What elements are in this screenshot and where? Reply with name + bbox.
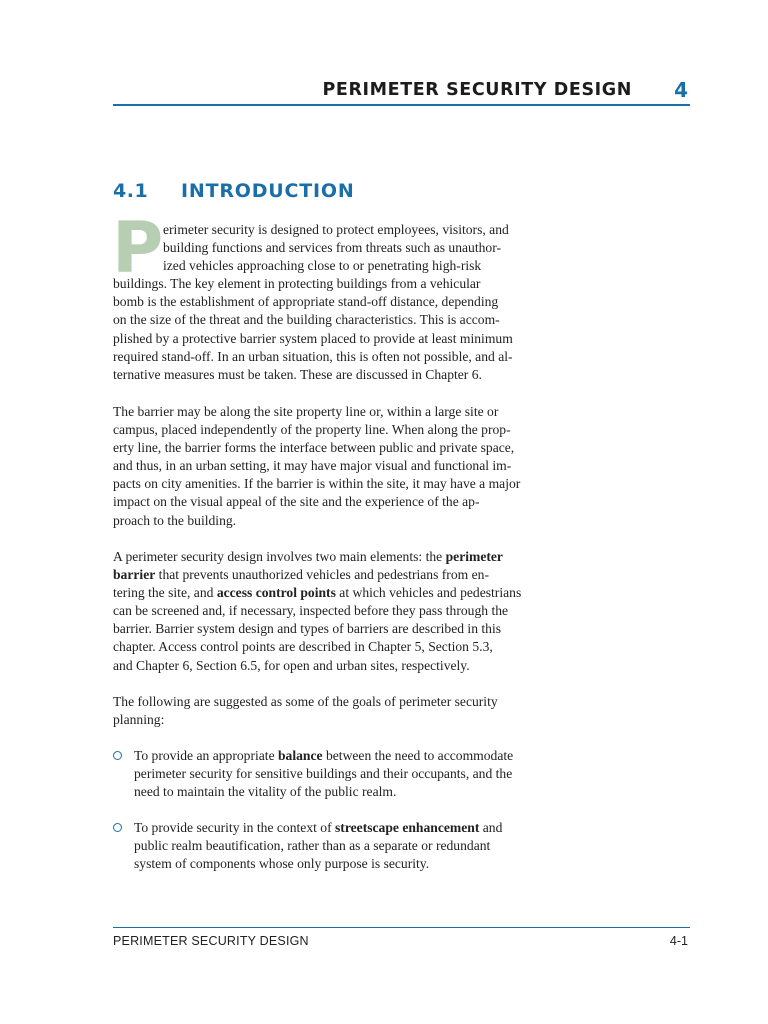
text-line: need to maintain the vitality of the public realm. xyxy=(134,784,397,800)
bullet-item-streetscape xyxy=(134,819,574,873)
bullet-circle-icon xyxy=(113,823,122,832)
text-line xyxy=(134,747,574,765)
text-run: To provide security in the context of xyxy=(134,820,336,835)
bold-term-barrier: barrier xyxy=(113,567,156,583)
paragraph-intro xyxy=(113,221,553,384)
bullet-circle-icon xyxy=(113,751,122,760)
text-line xyxy=(113,566,553,584)
bold-term-streetscape-enhancement: streetscape enhancement xyxy=(335,820,480,835)
text-line: required stand-off. In an urban situation, this is often not possible, and al- xyxy=(113,348,513,364)
bullet-item-balance xyxy=(134,747,574,801)
text-line: and thus, in an urban setting, it may have major visual and functional im- xyxy=(113,458,512,474)
text-run: A perimeter security design involves two main elements: the xyxy=(113,549,446,564)
text-line: buildings. The key element in protecting buildings from a vehicular xyxy=(113,276,481,292)
text-line: perimeter security for sensitive buildings and their occupants, and the xyxy=(134,766,513,782)
drop-cap: P xyxy=(112,207,164,289)
running-header-title: PERIMETER SECURITY DESIGN xyxy=(322,80,632,100)
text-line: campus, placed independently of the property line. When along the prop- xyxy=(113,422,511,438)
text-line: erimeter security is designed to protect employees, visitors, and xyxy=(163,222,509,237)
chapter-number: 4 xyxy=(674,78,688,102)
text-line: and Chapter 6, Section 6.5, for open and urban sites, respectively. xyxy=(113,657,470,673)
header-rule xyxy=(113,104,690,106)
text-line: building functions and services from threats such as unauthor- xyxy=(163,240,501,256)
text-line: The barrier may be along the site property line or, within a large site or xyxy=(113,404,499,419)
text-line: proach to the building. xyxy=(113,512,237,528)
paragraph-goals-intro xyxy=(113,693,553,729)
text-line: can be screened and, if necessary, inspected before they pass through the xyxy=(113,603,509,619)
text-run: To provide an appropriate xyxy=(134,748,278,763)
text-line: plished by a protective barrier system placed to provide at least minimum xyxy=(113,330,513,346)
section-number: 4.1 xyxy=(113,180,149,202)
text-line: bomb is the establishment of appropriate stand-off distance, depending xyxy=(113,294,499,310)
text-line: ternative measures must be taken. These are discussed in Chapter 6. xyxy=(113,366,482,382)
text-line: public realm beautification, rather than as a separate or redundant xyxy=(134,838,491,854)
text-run: between the need to accommodate xyxy=(322,748,514,763)
text-run: tering the site, and xyxy=(113,585,217,601)
text-line: pacts on city amenities. If the barrier is within the site, it may have a major xyxy=(113,476,521,492)
text-line: chapter. Access control points are described in Chapter 5, Section 5.3, xyxy=(113,639,493,655)
page-number: 4-1 xyxy=(669,934,688,948)
text-line: The following are suggested as some of the goals of perimeter security xyxy=(113,694,498,709)
text-run: and xyxy=(479,820,503,835)
bold-term-perimeter: perimeter xyxy=(445,549,503,564)
bold-term-balance: balance xyxy=(278,748,323,763)
text-line: system of components whose only purpose is security. xyxy=(134,856,430,872)
footer-rule xyxy=(113,927,690,928)
text-line xyxy=(134,819,574,837)
text-run: at which vehicles and pedestrians xyxy=(335,585,522,601)
text-line: on the size of the threat and the building characteristics. This is accom- xyxy=(113,312,500,328)
text-line xyxy=(113,584,553,602)
text-line: planning: xyxy=(113,712,165,728)
paragraph-barrier-location xyxy=(113,403,553,530)
text-line: ized vehicles approaching close to or penetrating high-risk xyxy=(163,258,482,274)
text-run: that prevents unauthorized vehicles and pedestrians from en- xyxy=(155,567,489,583)
bold-term-access-control-points: access control points xyxy=(216,585,336,601)
text-line: barrier. Barrier system design and types of barriers are described in this xyxy=(113,621,502,637)
paragraph-main-elements xyxy=(113,548,553,675)
section-title: INTRODUCTION xyxy=(181,180,355,202)
text-line xyxy=(113,548,553,566)
running-footer-title: PERIMETER SECURITY DESIGN xyxy=(113,934,309,948)
text-line: erty line, the barrier forms the interface between public and private space, xyxy=(113,440,515,456)
text-line: impact on the visual appeal of the site and the experience of the ap- xyxy=(113,494,480,510)
